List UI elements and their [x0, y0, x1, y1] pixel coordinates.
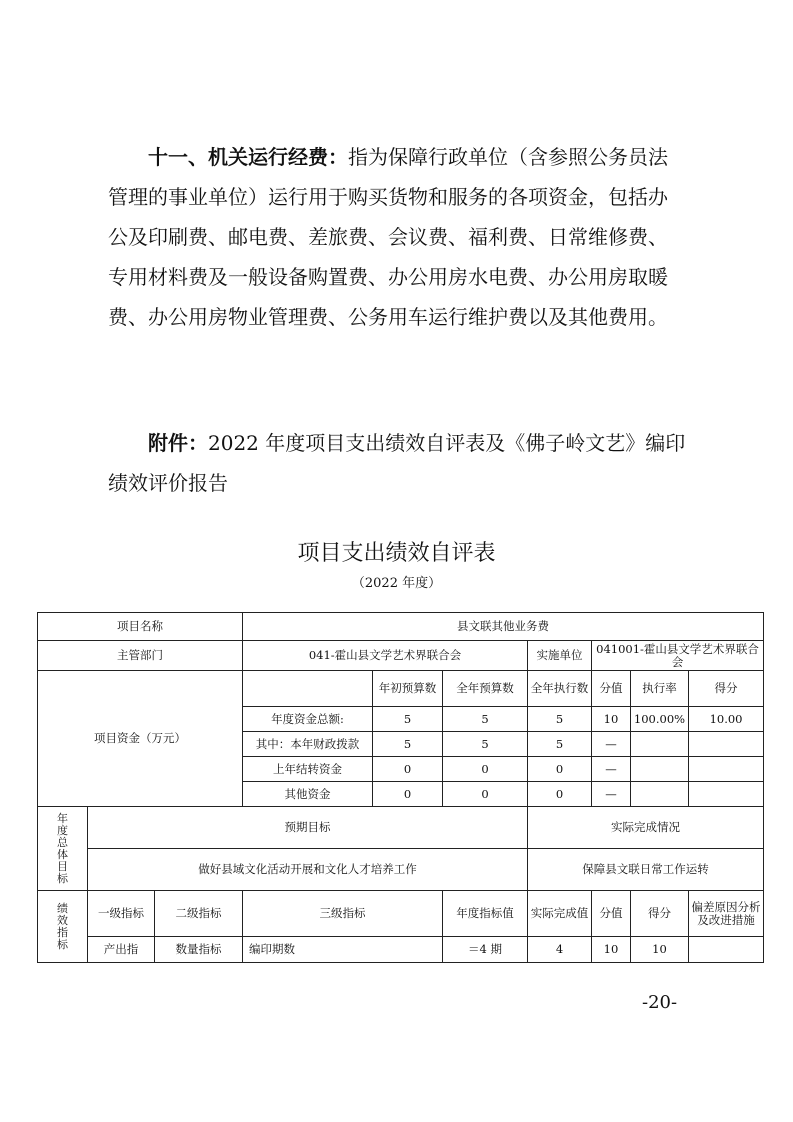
attachment-line-1-text: 2022 年度项目支出绩效自评表及《佛子岭文艺》编印	[208, 431, 686, 455]
ind-header-score-value: 分值	[592, 891, 631, 937]
section-eleven-line-5: 费、办公用房物业管理费、公务用车运行维护费以及其他费用。	[108, 305, 668, 329]
page-number: -20-	[642, 992, 678, 1013]
ind-annual-value: ＝4 期	[443, 937, 528, 963]
funds-row-rate	[631, 757, 689, 782]
funds-row-value: —	[592, 732, 631, 757]
attachment-paragraph	[108, 423, 693, 503]
ind-level2: 数量指标	[155, 937, 243, 963]
annual-goal-label	[38, 807, 88, 891]
funds-row-score	[689, 782, 764, 807]
dept-value: 041-霍山县文学艺术界联合会	[243, 641, 528, 671]
section-eleven-paragraph	[108, 137, 693, 337]
funds-header-row	[38, 671, 764, 707]
funds-row-score: 10.00	[689, 707, 764, 732]
ind-level3: 编印期数	[243, 937, 443, 963]
funds-row-initial: 5	[373, 732, 443, 757]
funds-row-initial: 0	[373, 757, 443, 782]
funds-row-value: 10	[592, 707, 631, 732]
funds-row-annual: 5	[443, 732, 528, 757]
funds-row-exec: 5	[528, 732, 592, 757]
ind-level1: 产出指	[88, 937, 155, 963]
project-name-row	[38, 613, 764, 641]
ind-deviation	[689, 937, 764, 963]
funds-row-label: 其他资金	[243, 782, 373, 807]
funds-row-score	[689, 757, 764, 782]
section-eleven-line-1	[108, 137, 693, 177]
indicator-header-row	[38, 891, 764, 937]
ind-score: 10	[631, 937, 689, 963]
funds-row-rate	[631, 782, 689, 807]
ind-header-deviation: 偏差原因分析及改进措施	[689, 891, 764, 937]
funds-header-exec: 全年执行数	[528, 671, 592, 707]
funds-header-rate: 执行率	[631, 671, 689, 707]
funds-row-annual: 0	[443, 757, 528, 782]
project-name-value: 县文联其他业务费	[243, 613, 764, 641]
indicators-label-vertical: 绩 效 指 标	[57, 901, 68, 951]
funds-row-value: —	[592, 757, 631, 782]
actual-value: 保障县文联日常工作运转	[528, 849, 764, 891]
section-eleven-line-1-text: 指为保障行政单位（含参照公务员法	[348, 145, 668, 169]
funds-row-label: 其中：本年财政拨款	[243, 732, 373, 757]
ind-header-annual-value: 年度指标值	[443, 891, 528, 937]
funds-row-exec: 0	[528, 757, 592, 782]
expected-goal-label: 预期目标	[88, 807, 528, 849]
ind-header-score: 得分	[631, 891, 689, 937]
funds-row-score	[689, 732, 764, 757]
dept-label: 主管部门	[38, 641, 243, 671]
indicator-row	[38, 937, 764, 963]
attachment-label: 附件：	[148, 431, 208, 455]
impl-unit-value: 041001-霍山县文学艺术界联合会	[592, 641, 764, 671]
attachment-line-1	[108, 423, 693, 463]
impl-unit-label: 实施单位	[528, 641, 592, 671]
performance-table	[37, 612, 764, 963]
section-eleven-line-3: 公及印刷费、邮电费、差旅费、会议费、福利费、日常维修费、	[108, 225, 668, 249]
funds-header-initial: 年初预算数	[373, 671, 443, 707]
funds-row-annual: 5	[443, 707, 528, 732]
funds-row-value: —	[592, 782, 631, 807]
funds-row-initial: 0	[373, 782, 443, 807]
table-title: 项目支出绩效自评表	[297, 541, 496, 566]
ind-header-level2: 二级指标	[155, 891, 243, 937]
section-eleven-line-2: 管理的事业单位）运行用于购买货物和服务的各项资金，包括办	[108, 185, 668, 209]
funds-row-label: 上年结转资金	[243, 757, 373, 782]
ind-score-value: 10	[592, 937, 631, 963]
ind-header-level1: 一级指标	[88, 891, 155, 937]
annual-goal-label-vertical: 年 度 总 体 目 标	[57, 811, 68, 885]
ind-header-actual-value: 实际完成值	[528, 891, 592, 937]
funds-row-rate	[631, 732, 689, 757]
dept-row	[38, 641, 764, 671]
table-subtitle: （2022 年度）	[351, 576, 442, 591]
funds-row-exec: 5	[528, 707, 592, 732]
funds-row-initial: 5	[373, 707, 443, 732]
section-eleven-heading: 十一、机关运行经费：	[148, 145, 348, 169]
expected-goal-value: 做好县域文化活动开展和文化人才培养工作	[88, 849, 528, 891]
indicators-label	[38, 891, 88, 963]
ind-actual-value: 4	[528, 937, 592, 963]
funds-header-blank	[243, 671, 373, 707]
funds-header-score: 得分	[689, 671, 764, 707]
section-eleven-line-4: 专用材料费及一般设备购置费、办公用房水电费、办公用房取暖	[108, 265, 668, 289]
ind-header-level3: 三级指标	[243, 891, 443, 937]
project-name-label: 项目名称	[38, 613, 243, 641]
funds-header-annual: 全年预算数	[443, 671, 528, 707]
funds-row-rate: 100.00%	[631, 707, 689, 732]
funds-header-value: 分值	[592, 671, 631, 707]
goal-header-row	[38, 807, 764, 849]
attachment-line-2: 绩效评价报告	[108, 471, 228, 495]
actual-label: 实际完成情况	[528, 807, 764, 849]
goal-value-row	[38, 849, 764, 891]
funds-row-exec: 0	[528, 782, 592, 807]
funds-row-annual: 0	[443, 782, 528, 807]
funds-label: 项目资金（万元）	[38, 671, 243, 807]
funds-row-label: 年度资金总额:	[243, 707, 373, 732]
